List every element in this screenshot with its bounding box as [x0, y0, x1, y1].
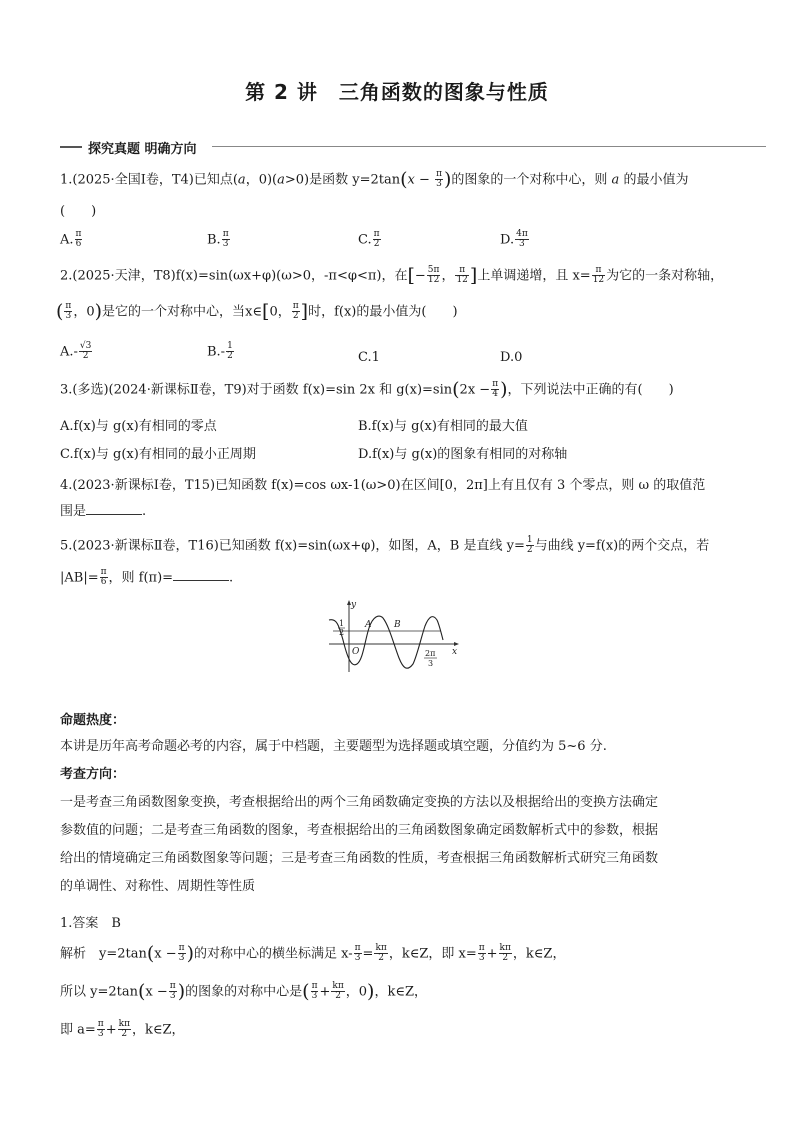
direction-line: 给出的情境确定三角函数图象等问题；三是考查三角函数的性质，考查根据三角函数解析式研究三角函数 — [60, 851, 659, 866]
denominator: 3 — [478, 953, 485, 964]
paren-right: ) — [443, 168, 452, 191]
denominator: 12 — [427, 275, 440, 286]
q3-text: 2x − — [459, 382, 491, 398]
question-3 — [60, 380, 674, 400]
denominator: 2 — [378, 953, 384, 964]
point-b-label: B — [394, 620, 401, 630]
q3-option-c: C.f(x)与 g(x)有相同的最小正周期 — [60, 447, 256, 462]
q1-var-a: a — [277, 172, 285, 188]
q2-option-b — [207, 342, 235, 362]
numerator: π — [75, 229, 82, 239]
heat-heading: 命题热度： — [60, 713, 126, 728]
fraction — [118, 1020, 131, 1040]
answer-text: 解析 y=2tan — [60, 946, 147, 962]
numerator: 1 — [227, 341, 233, 351]
numerator: √3 — [79, 341, 92, 351]
denominator: 6 — [75, 239, 82, 250]
numerator: π — [478, 943, 485, 953]
option-label: A. — [60, 232, 74, 248]
fraction — [331, 982, 344, 1002]
q2-text: x∈ — [245, 304, 263, 320]
denominator: 2 — [335, 991, 341, 1002]
numerator: π — [222, 229, 229, 239]
question-5-line-2 — [60, 568, 233, 588]
q1-var-a: a — [611, 172, 620, 188]
numerator: π — [436, 169, 442, 179]
answer-text: 所以 y=2tan — [60, 984, 138, 1000]
fraction — [64, 302, 72, 322]
question-2-line-2 — [56, 302, 458, 322]
q1-func: y=2tan — [352, 172, 401, 188]
answer-text: + — [105, 1022, 117, 1038]
point-a-label: A — [365, 620, 372, 630]
q3-text: 和 — [374, 382, 397, 398]
q3-g: g(x)=sin — [396, 382, 453, 398]
denominator: 6 — [100, 577, 107, 588]
denominator: 3 — [354, 953, 361, 964]
q2-option-d: D.0 — [500, 350, 523, 365]
paren-right: ) — [94, 300, 103, 323]
q1-answer-paren: ( ) — [60, 204, 97, 219]
answer-label: 1.答案 B — [60, 916, 121, 931]
origin-label: O — [352, 647, 360, 657]
q1-prefix: 1.(2025·全国Ⅰ卷，T4)已知点( — [60, 172, 238, 188]
fraction — [491, 380, 499, 400]
bracket-right: ] — [300, 300, 309, 323]
fraction — [311, 982, 319, 1002]
q2-text: 上单调递增，且 — [477, 268, 573, 284]
paren-left: ( — [302, 980, 310, 1003]
q5-text: |AB|= — [60, 570, 99, 586]
numerator: π — [373, 229, 380, 239]
numerator: π — [592, 266, 605, 276]
section-header — [60, 140, 766, 157]
q1-text: >0)是函数 — [284, 172, 353, 188]
q2-text: 0， — [269, 304, 291, 320]
half-numerator: 1 — [339, 619, 345, 628]
paren-right: ) — [367, 980, 375, 1003]
section-title: 探究真题 明确方向 — [88, 142, 197, 157]
answer-text: x − — [145, 984, 168, 1000]
fraction — [222, 230, 230, 250]
q4-text: . — [142, 504, 147, 519]
q1-option-c — [358, 230, 382, 250]
q1-var-a: a — [237, 172, 246, 188]
answer-text: 即 a= — [60, 1022, 96, 1038]
fraction — [427, 266, 441, 286]
fraction — [100, 568, 108, 588]
q3-option-a: A.f(x)与 g(x)有相同的零点 — [60, 419, 217, 434]
numerator: π — [354, 943, 361, 953]
fraction — [226, 342, 234, 362]
q3-option-b: B.f(x)与 g(x)有相同的最大值 — [358, 419, 528, 434]
q2-text: 为它的一条对称轴， — [606, 268, 724, 284]
answer-text: + — [486, 946, 498, 962]
q5-text: 与曲线 y=f(x)的两个交点，若 — [534, 538, 710, 554]
numerator: π — [455, 266, 468, 276]
fraction — [169, 982, 177, 1002]
numerator: 1 — [526, 535, 533, 545]
q5-text: ，则 f(π)= — [108, 570, 174, 586]
q5-text: . — [229, 570, 234, 586]
question-1 — [60, 170, 688, 190]
direction-line: 的单调性、对称性、周期性等性质 — [60, 879, 256, 894]
sine-curve — [329, 616, 443, 668]
fraction — [592, 266, 605, 286]
tick-numerator: 2π — [425, 649, 436, 658]
option-label: C. — [358, 232, 372, 248]
q3-text: ，下列说法中正确的有( ) — [507, 382, 674, 398]
numerator: π — [100, 567, 107, 577]
divider — [60, 146, 82, 148]
numerator: 5π — [427, 265, 440, 275]
question-2: 2.(2025·天津，T8)f(x)=sin(ωx+φ)(ω>0，-π<φ<π)，在[− $\frac{5\pi}{12}$ ， $\frac{\pi}{12}$ ]上单调递增，且 x= $\frac{\pi}{12}$ 为它的一条对称轴， — [60, 264, 724, 287]
denominator: 2 — [292, 311, 299, 322]
denominator: 2 — [502, 953, 509, 964]
answer-text: ，k∈Z， — [512, 946, 566, 962]
numerator: kπ — [118, 1019, 130, 1029]
numerator: 4π — [516, 229, 528, 239]
answer-text: ，k∈Z，即 x= — [388, 946, 477, 962]
answer-blank — [173, 570, 229, 581]
denominator: 3 — [169, 991, 176, 1002]
question-5 — [60, 536, 709, 556]
answer-text: ，k∈Z， — [374, 984, 428, 1000]
answer-line-3 — [60, 1020, 185, 1040]
option-label: D. — [500, 232, 515, 248]
denominator: 2 — [121, 1029, 128, 1040]
q2-text: x= — [572, 268, 591, 284]
q2-text: ，0 — [73, 304, 95, 320]
denominator: 3 — [311, 991, 318, 1002]
numerator: π — [311, 981, 318, 991]
option-label: A.- — [60, 344, 78, 360]
numerator: π — [492, 379, 499, 389]
bracket-left: [ — [407, 264, 415, 287]
q1-text: 的图象的一个对称中心，则 — [451, 172, 612, 188]
denominator: 3 — [519, 239, 525, 250]
answer-line-1 — [60, 944, 565, 964]
q5-text: 5.(2023·新课标Ⅱ卷，T16)已知函数 f(x)=sin(ωx+φ)，如图，A，B 是直线 y= — [60, 538, 525, 554]
y-axis-label: y — [351, 600, 357, 610]
denominator: 12 — [456, 275, 468, 286]
divider — [212, 146, 766, 147]
direction-line: 参数值的问题；二是考查三角函数的图象，考查根据给出的三角函数图象确定函数解析式中的参数，根据 — [60, 823, 659, 838]
fraction — [455, 266, 468, 286]
denominator: 2 — [227, 351, 233, 362]
q2-text: 时， — [308, 304, 335, 320]
numerator: π — [292, 301, 299, 311]
paren-left: ( — [400, 168, 408, 191]
denominator: 4 — [492, 389, 499, 400]
fraction — [97, 1020, 105, 1040]
x-axis-label: x — [452, 647, 458, 657]
option-label: B. — [207, 232, 221, 248]
fraction — [373, 230, 381, 250]
half-denominator: 2 — [339, 628, 345, 637]
page-title: 第 2 讲 三角函数的图象与性质 — [245, 80, 549, 104]
q3-f: f(x)=sin 2x — [302, 382, 375, 398]
direction-line: 一是考查三角函数图象变换，考查根据给出的两个三角函数确定变换的方法以及根据给出的变换方法确定 — [60, 795, 659, 810]
answer-text: ，0 — [345, 984, 368, 1000]
q2-prefix: 2.(2025·天津，T8) — [60, 268, 176, 284]
numerator: π — [97, 1019, 104, 1029]
numerator: π — [169, 981, 176, 991]
fraction — [526, 536, 534, 556]
answer-text: x − — [154, 946, 177, 962]
answer-line-2: 所以 y=2tan(x − $\frac{\pi}{3}$ )的图象的对称中心是( $\frac{\pi}{3}$ + $\frac{k\pi}{2}$ ，0)，k∈Z， — [60, 980, 428, 1003]
answer-text: 的图象的对称中心是 — [185, 984, 303, 1000]
numerator: π — [65, 301, 72, 311]
direction-heading: 考查方向： — [60, 767, 126, 782]
fraction — [515, 230, 529, 250]
fraction — [478, 944, 486, 964]
x-axis-arrow — [454, 642, 459, 646]
denominator: 2 — [82, 351, 89, 362]
denominator: 3 — [97, 1029, 104, 1040]
q4-text: 围是 — [60, 504, 87, 519]
paren-right: ) — [186, 942, 194, 965]
q2-option-c: C.1 — [358, 350, 380, 365]
q1-x: x — [407, 172, 415, 188]
answer-text: = — [362, 946, 374, 962]
q1-minus: − — [419, 172, 430, 188]
paren-left: ( — [56, 300, 64, 323]
fraction — [374, 944, 387, 964]
denominator: 2 — [526, 545, 533, 556]
paren-left: ( — [146, 942, 155, 965]
q1-option-d — [500, 230, 530, 250]
fraction — [292, 302, 300, 322]
tick-denominator: 3 — [428, 659, 434, 668]
fraction — [435, 170, 443, 190]
q1-option-b — [207, 230, 231, 250]
paren-right: ) — [500, 378, 508, 401]
q1-text: 的最小值为 — [619, 172, 689, 188]
q1-text: ，0)( — [245, 172, 278, 188]
answer-text: 的对称中心的横坐标满足 x- — [193, 946, 353, 962]
sine-graph — [327, 598, 467, 674]
paren-left: ( — [452, 378, 460, 401]
denominator: 2 — [373, 239, 380, 250]
denominator: 3 — [436, 179, 442, 190]
bracket-left: [ — [262, 300, 270, 323]
question-4: 4.(2023·新课标Ⅰ卷，T15)已知函数 f(x)=cos ωx-1(ω>0)在区间[0，2π]上有且仅有 3 个零点，则 ω 的取值范 — [60, 478, 706, 493]
q2-text: f(x)=sin(ωx+φ)(ω>0，-π<φ<π)，在 — [175, 268, 408, 284]
fraction — [79, 342, 92, 362]
answer-blank — [86, 504, 142, 515]
fraction — [354, 944, 362, 964]
heat-body: 本讲是历年高考命题必考的内容，属于中档题，主要题型为选择题或填空题，分值约为 5~6 分. — [60, 739, 607, 754]
paren-right: ) — [177, 980, 186, 1003]
q2-text: f(x)的最小值为( ) — [334, 304, 458, 320]
q2-option-a — [60, 342, 93, 362]
numerator: kπ — [332, 981, 344, 991]
answer-text: ，k∈Z， — [131, 1022, 185, 1038]
paren-left: ( — [138, 980, 146, 1003]
q3-option-d: D.f(x)与 g(x)的图象有相同的对称轴 — [358, 447, 568, 462]
numerator: kπ — [499, 943, 511, 953]
denominator: 3 — [222, 239, 229, 250]
question-4-line-2 — [60, 504, 146, 520]
q3-prefix: 3.(多选)(2024·新课标Ⅱ卷，T9)对于函数 — [60, 382, 303, 398]
bracket-right: ] — [469, 264, 478, 287]
denominator: 12 — [592, 275, 605, 286]
denominator: 3 — [65, 311, 72, 322]
q1-option-a — [60, 230, 83, 250]
option-label: B.- — [207, 344, 226, 360]
q2-text: 是它的一个对称中心，当 — [102, 304, 246, 320]
fraction — [178, 944, 186, 964]
numerator: kπ — [375, 943, 387, 953]
fraction — [499, 944, 512, 964]
denominator: 3 — [178, 953, 185, 964]
numerator: π — [178, 943, 185, 953]
fraction — [75, 230, 83, 250]
